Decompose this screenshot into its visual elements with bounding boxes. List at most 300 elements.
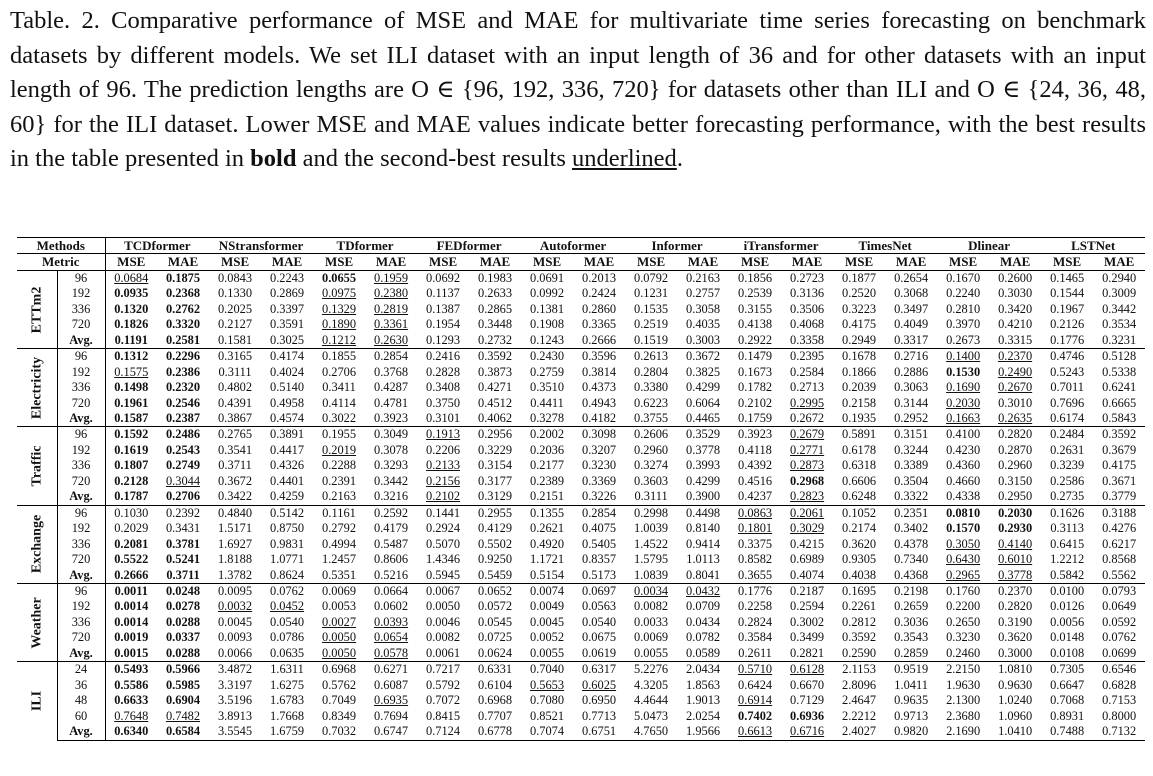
metric-value: 0.3768	[374, 364, 409, 379]
header-row-metric	[17, 254, 1145, 270]
metric-value: 0.1137	[426, 286, 460, 301]
metric-value: 0.2081	[114, 536, 149, 551]
metric-value: 1.4346	[426, 552, 461, 567]
metric-value: 2.2212	[842, 708, 877, 723]
metric-value: 0.8624	[261, 568, 313, 584]
metric-value: 0.3190	[998, 614, 1033, 629]
metric-value: 0.3825	[686, 364, 721, 379]
metric-value: 0.2621	[530, 521, 565, 536]
metric-mse-header: MSE	[625, 254, 677, 270]
metric-value: 0.0011	[105, 583, 157, 599]
metric-value: 0.6613	[729, 724, 781, 740]
metric-value: 0.0278	[165, 599, 201, 614]
metric-value: 0.2151	[521, 489, 573, 505]
table-row	[17, 724, 1145, 740]
metric-value: 0.2370	[989, 583, 1041, 599]
metric-value: 0.7402	[738, 708, 773, 723]
metric-value: 0.3778	[989, 568, 1041, 584]
metric-value: 0.1856	[729, 270, 781, 286]
metric-value: 0.3188	[1093, 505, 1145, 521]
metric-value: 2.3680	[946, 708, 981, 723]
dataset-name: ILI	[29, 690, 45, 712]
dataset-name: Weather	[29, 596, 45, 649]
metric-value: 0.7305	[1041, 662, 1093, 678]
metric-value: 0.1320	[114, 301, 149, 316]
dataset-label	[17, 427, 57, 505]
metric-value: 0.2387	[157, 411, 209, 427]
metric-value: 0.2258	[738, 599, 773, 614]
dataset-name: Traffic	[29, 445, 45, 487]
metric-value: 0.3229	[478, 442, 513, 457]
methods-header: Methods	[17, 238, 105, 254]
metric-value: 0.7482	[165, 708, 201, 723]
prediction-length: 60	[57, 709, 105, 724]
metric-value: 0.5792	[426, 677, 461, 692]
metric-value: 0.2163	[677, 270, 729, 286]
metric-value: 0.4781	[374, 395, 409, 410]
metric-value: 0.6424	[738, 677, 773, 692]
metric-value: 0.2061	[781, 505, 833, 521]
metric-value: 0.3098	[573, 427, 625, 443]
metric-value: 1.6927	[217, 536, 253, 551]
metric-value: 0.2810	[946, 301, 981, 316]
prediction-length: 336	[57, 537, 105, 552]
metric-value: 0.3584	[738, 630, 773, 645]
metric-value: 1.0960	[998, 708, 1033, 723]
metric-value: 0.2391	[322, 473, 357, 488]
metric-value: 0.3867	[209, 411, 261, 427]
metric-value: 0.2759	[530, 364, 565, 379]
metric-value: 0.7072	[426, 693, 461, 708]
metric-value: 0.3068	[894, 286, 929, 301]
metric-value: 0.4049	[894, 317, 929, 332]
metric-value: 0.6010	[998, 552, 1033, 567]
metric-value: 0.2416	[417, 349, 469, 365]
metric-value: 0.3592	[842, 630, 877, 645]
metric-value: 0.1959	[365, 270, 417, 286]
metric-value: 0.6936	[790, 708, 825, 723]
metric-value: 0.4994	[322, 536, 357, 551]
metric-value: 0.8606	[374, 552, 409, 567]
metric-value: 0.0046	[426, 614, 461, 629]
metric-value: 0.2823	[781, 489, 833, 505]
metric-value: 0.1479	[729, 349, 781, 365]
prediction-length: 192	[57, 599, 105, 614]
metric-value: 0.3420	[998, 301, 1033, 316]
metric-value: 0.2520	[842, 286, 877, 301]
metric-value: 0.9820	[885, 724, 937, 740]
metric-value: 0.2828	[426, 364, 461, 379]
metric-value: 0.1387	[426, 301, 461, 316]
metric-value: 0.2965	[937, 568, 989, 584]
metric-value: 0.3923	[365, 411, 417, 427]
metric-value: 0.1293	[417, 333, 469, 349]
metric-mse-header: MSE	[521, 254, 573, 270]
metric-value: 0.4074	[781, 568, 833, 584]
metric-value: 0.0992	[530, 286, 565, 301]
metric-value: 0.0635	[261, 646, 313, 662]
metric-value: 0.3009	[1102, 286, 1137, 301]
metric-value: 0.0545	[478, 614, 513, 629]
metric-value: 0.4276	[1102, 521, 1137, 536]
prediction-length: 96	[57, 583, 105, 599]
metric-value: 0.3900	[677, 489, 729, 505]
metric-value: 0.3497	[894, 301, 929, 316]
metric-value: 0.3534	[1102, 317, 1137, 332]
metric-value: 0.1587	[105, 411, 157, 427]
metric-value: 0.0095	[209, 583, 261, 599]
metric-value: 1.0039	[634, 521, 669, 536]
metric-value: 0.0027	[322, 614, 357, 629]
metric-value: 0.2484	[1041, 427, 1093, 443]
metric-value: 2.4027	[833, 724, 885, 740]
metric-value: 0.3239	[1050, 458, 1085, 473]
metric-value: 0.1570	[946, 521, 981, 536]
metric-value: 0.0863	[729, 505, 781, 521]
metric-value: 0.2543	[165, 442, 201, 457]
metric-value: 0.2586	[1050, 473, 1085, 488]
metric-value: 1.0771	[270, 552, 305, 567]
metric-value: 1.9013	[686, 693, 721, 708]
metric-value: 0.2650	[946, 614, 981, 629]
metric-value: 0.2998	[625, 505, 677, 521]
metric-value: 2.0434	[677, 662, 729, 678]
metric-value: 0.3603	[634, 473, 669, 488]
metric-value: 0.2860	[582, 301, 617, 316]
metric-value: 0.7124	[417, 724, 469, 740]
metric-value: 0.0935	[114, 286, 149, 301]
table-row	[17, 489, 1145, 505]
metric-value: 0.6174	[1041, 411, 1093, 427]
metric-value: 0.6331	[469, 662, 521, 678]
caption-underline-word: underlined	[572, 145, 677, 172]
metric-value: 0.5070	[426, 536, 461, 551]
metric-value: 0.6318	[842, 458, 877, 473]
metric-value: 0.0067	[417, 583, 469, 599]
metric-value: 0.1801	[738, 521, 773, 536]
metric-value: 0.4392	[738, 458, 773, 473]
metric-value: 1.2457	[322, 552, 357, 567]
metric-value: 0.3389	[894, 458, 929, 473]
metric-value: 3.4872	[209, 662, 261, 678]
metric-value: 0.0053	[322, 599, 357, 614]
metric-value: 0.3129	[469, 489, 521, 505]
metric-value: 0.4498	[677, 505, 729, 521]
metric-value: 0.3873	[478, 364, 513, 379]
metric-value: 0.4373	[582, 380, 617, 395]
metric-value: 0.2821	[781, 646, 833, 662]
metric-value: 0.7132	[1093, 724, 1145, 740]
metric-value: 0.0050	[313, 646, 365, 662]
prediction-length: 48	[57, 693, 105, 708]
table-row	[17, 443, 1145, 458]
metric-value: 0.2296	[157, 349, 209, 365]
metric-value: 0.3620	[998, 630, 1033, 645]
metric-value: 0.9831	[270, 536, 305, 551]
metric-value: 0.2955	[469, 505, 521, 521]
prediction-length: 720	[57, 474, 105, 489]
metric-value: 0.6647	[1050, 677, 1085, 692]
metric-header: Metric	[17, 254, 105, 270]
metric-value: 0.6670	[790, 677, 825, 692]
metric-value: 0.5843	[1093, 411, 1145, 427]
metric-value: 0.1807	[114, 458, 149, 473]
metric-value: 0.3226	[573, 489, 625, 505]
metric-value: 0.0782	[686, 630, 721, 645]
metric-value: 0.5762	[322, 677, 357, 692]
metric-value: 0.4391	[217, 395, 253, 410]
metric-value: 0.3365	[582, 317, 617, 332]
caption-text-1: Table. 2. Comparative performance of MSE and MAE for multivariate time series forecasting on benchmark datasets by different models. We set ILI dataset with an input length of 36 and for other datasets with an input length of 96. The prediction lengths are O ∈ {96, 192, 336, 720} for datasets other than ILI and O ∈ {24, 36, 48, 60} for the ILI dataset. Lower MSE and MAE values indicate better forecasting performance, with the best results in the table presented in	[10, 7, 1146, 172]
metric-value: 0.4100	[937, 427, 989, 443]
metric-value: 0.1759	[729, 411, 781, 427]
metric-value: 0.3151	[885, 427, 937, 443]
metric-value: 0.0014	[114, 614, 149, 629]
metric-value: 0.5842	[1041, 568, 1093, 584]
metric-value: 0.6271	[365, 662, 417, 678]
metric-value: 0.2635	[989, 411, 1041, 427]
metric-value: 0.0050	[322, 630, 357, 645]
metric-value: 2.1153	[833, 662, 885, 678]
metric-value: 0.2019	[322, 442, 357, 457]
prediction-length: 720	[57, 630, 105, 645]
metric-value: 0.2706	[322, 364, 357, 379]
metric-value: 0.1381	[530, 301, 565, 316]
dataset-label	[17, 270, 57, 348]
metric-value: 0.0578	[365, 646, 417, 662]
metric-value: 0.2389	[530, 473, 565, 488]
metric-value: 0.2757	[686, 286, 721, 301]
metric-value: 0.2713	[790, 380, 825, 395]
metric-value: 1.0411	[894, 677, 928, 692]
model-header-tcdformer: TCDformer	[105, 238, 209, 254]
metric-value: 0.9713	[894, 708, 929, 723]
metric-value: 0.6778	[469, 724, 521, 740]
metric-value: 0.5966	[157, 662, 209, 678]
metric-value: 0.3506	[790, 301, 825, 316]
metric-value: 0.4287	[374, 380, 409, 395]
metric-value: 0.3111	[218, 364, 252, 379]
table-row	[17, 599, 1145, 614]
metric-value: 0.2732	[469, 333, 521, 349]
metric-value: 0.3361	[374, 317, 409, 332]
metric-value: 0.2320	[165, 380, 201, 395]
metric-value: 0.5142	[261, 505, 313, 521]
metric-value: 3.8913	[217, 708, 253, 723]
metric-value: 0.1052	[833, 505, 885, 521]
metric-value: 0.7074	[521, 724, 573, 740]
metric-value: 0.0082	[426, 630, 461, 645]
metric-value: 1.4522	[634, 536, 669, 551]
metric-value: 0.2519	[634, 317, 669, 332]
prediction-length: Avg.	[57, 489, 105, 505]
metric-value: 0.2762	[165, 301, 201, 316]
metric-value: 0.0015	[105, 646, 157, 662]
metric-value: 0.5128	[1093, 349, 1145, 365]
metric-value: 0.3244	[894, 442, 929, 457]
metric-value: 0.2584	[790, 364, 825, 379]
metric-value: 0.0793	[1093, 583, 1145, 599]
metric-value: 0.3320	[165, 317, 201, 332]
metric-value: 0.3422	[209, 489, 261, 505]
metric-value: 0.2490	[998, 364, 1033, 379]
metric-value: 0.2368	[165, 286, 201, 301]
metric-value: 0.0675	[582, 630, 617, 645]
metric-value: 0.8349	[322, 708, 357, 723]
metric-value: 0.4840	[209, 505, 261, 521]
metric-value: 0.0288	[165, 614, 201, 629]
metric-value: 0.0810	[937, 505, 989, 521]
metric-value: 0.3293	[374, 458, 409, 473]
metric-value: 0.4118	[738, 442, 772, 457]
metric-value: 0.9519	[885, 662, 937, 678]
metric-mse-header: MSE	[729, 254, 781, 270]
table-row	[17, 630, 1145, 645]
metric-value: 0.0061	[417, 646, 469, 662]
metric-value: 0.5586	[114, 677, 149, 692]
dataset-name: ETTm2	[29, 286, 45, 333]
metric-value: 0.1913	[417, 427, 469, 443]
table-row	[17, 270, 1145, 286]
metric-value: 0.2859	[885, 646, 937, 662]
metric-value: 0.3177	[478, 473, 513, 488]
metric-mae-header: MAE	[573, 254, 625, 270]
metric-value: 0.2288	[322, 458, 357, 473]
metric-value: 0.2611	[729, 646, 781, 662]
metric-value: 0.9414	[686, 536, 721, 551]
metric-value: 0.0100	[1041, 583, 1093, 599]
metric-value: 0.2952	[885, 411, 937, 427]
metric-value: 0.0337	[165, 630, 201, 645]
metric-value: 0.1866	[842, 364, 877, 379]
metric-mse-header: MSE	[833, 254, 885, 270]
metric-value: 0.5562	[1093, 568, 1145, 584]
metric-value: 0.4271	[478, 380, 513, 395]
metric-value: 0.3779	[1093, 489, 1145, 505]
metric-value: 0.2486	[157, 427, 209, 443]
metric-value: 0.2824	[738, 614, 773, 629]
metric-value: 0.2960	[634, 442, 669, 457]
table-row	[17, 537, 1145, 552]
metric-mae-header: MAE	[365, 254, 417, 270]
metric-value: 0.0393	[374, 614, 409, 629]
metric-value: 0.8140	[686, 521, 721, 536]
metric-value: 0.1330	[217, 286, 253, 301]
metric-value: 0.6665	[1102, 395, 1137, 410]
model-header-informer: Informer	[625, 238, 729, 254]
metric-value: 0.7011	[1050, 380, 1084, 395]
metric-value: 0.3111	[625, 489, 677, 505]
metric-value: 0.3778	[686, 442, 721, 457]
metric-value: 0.4802	[217, 380, 253, 395]
metric-value: 0.6968	[313, 662, 365, 678]
metric-value: 0.0655	[313, 270, 365, 286]
metric-value: 0.2749	[165, 458, 201, 473]
metric-value: 0.0692	[417, 270, 469, 286]
metric-value: 0.7488	[1041, 724, 1093, 740]
table-row	[17, 646, 1145, 662]
metric-value: 0.2995	[790, 395, 825, 410]
metric-value: 0.1875	[157, 270, 209, 286]
metric-value: 0.2865	[478, 301, 513, 316]
metric-value: 1.0410	[989, 724, 1041, 740]
metric-value: 0.6217	[1102, 536, 1137, 551]
metric-mae-header: MAE	[469, 254, 521, 270]
metric-value: 0.0108	[1041, 646, 1093, 662]
metric-value: 0.6968	[478, 693, 513, 708]
metric-value: 0.1673	[738, 364, 773, 379]
metric-value: 0.2460	[937, 646, 989, 662]
metric-value: 0.0691	[521, 270, 573, 286]
model-header-dlinear: Dlinear	[937, 238, 1041, 254]
metric-value: 0.0652	[469, 583, 521, 599]
metric-value: 0.0697	[573, 583, 625, 599]
metric-value: 5.2276	[625, 662, 677, 678]
metric-value: 0.6828	[1102, 677, 1137, 692]
metric-value: 0.2029	[114, 521, 149, 536]
table-row	[17, 583, 1145, 599]
metric-value: 0.2546	[165, 395, 201, 410]
metric-value: 0.3411	[322, 380, 356, 395]
metric-value: 0.1890	[322, 317, 357, 332]
prediction-length: 36	[57, 678, 105, 693]
metric-value: 0.6178	[842, 442, 877, 457]
metric-value: 0.1670	[937, 270, 989, 286]
metric-value: 0.2594	[790, 599, 825, 614]
metric-value: 0.0082	[634, 599, 669, 614]
dataset-label	[17, 349, 57, 427]
header-row-methods	[17, 238, 1145, 254]
model-header-timesnet: TimesNet	[833, 238, 937, 254]
table-row	[17, 662, 1145, 678]
prediction-length: 96	[57, 270, 105, 286]
metric-value: 0.3000	[989, 646, 1041, 662]
prediction-length: Avg.	[57, 646, 105, 662]
metric-value: 0.1663	[937, 411, 989, 427]
prediction-length: 192	[57, 443, 105, 458]
metric-value: 0.1465	[1041, 270, 1093, 286]
metric-value: 0.3216	[365, 489, 417, 505]
prediction-length: 96	[57, 427, 105, 443]
metric-value: 1.0810	[989, 662, 1041, 678]
prediction-length: 336	[57, 302, 105, 317]
metric-value: 0.2102	[417, 489, 469, 505]
prediction-length: 720	[57, 552, 105, 567]
metric-value: 0.2581	[157, 333, 209, 349]
metric-value: 0.3322	[885, 489, 937, 505]
metric-value: 0.3063	[894, 380, 929, 395]
metric-value: 0.2950	[989, 489, 1041, 505]
metric-value: 0.1826	[114, 317, 149, 332]
metric-value: 0.7040	[521, 662, 573, 678]
table-row	[17, 286, 1145, 301]
metric-value: 0.4920	[530, 536, 565, 551]
metric-value: 0.1544	[1050, 286, 1085, 301]
metric-value: 0.5985	[165, 677, 201, 692]
metric-value: 0.7696	[1050, 395, 1085, 410]
metric-value: 0.3541	[217, 442, 253, 457]
metric-value: 0.3592	[469, 349, 521, 365]
metric-value: 0.4368	[885, 568, 937, 584]
metric-value: 0.3025	[261, 333, 313, 349]
metric-value: 0.5243	[1050, 364, 1085, 379]
metric-value: 0.4075	[582, 521, 617, 536]
metric-value: 0.4140	[998, 536, 1033, 551]
metric-value: 0.7340	[894, 552, 929, 567]
metric-value: 0.4230	[946, 442, 981, 457]
metric-value: 0.5351	[313, 568, 365, 584]
metric-value: 0.1498	[114, 380, 149, 395]
